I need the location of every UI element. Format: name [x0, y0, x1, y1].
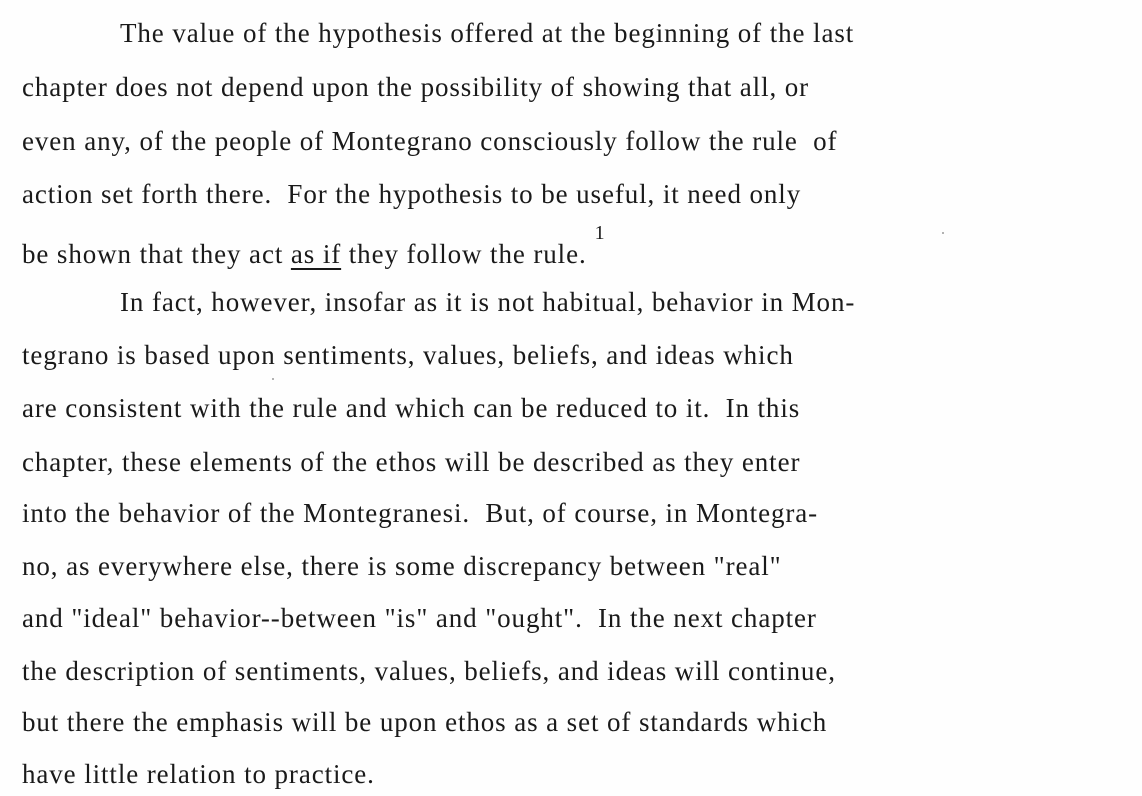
scan-speck — [942, 232, 944, 234]
paragraph-2-line-2: tegrano is based upon sentiments, values, beliefs, and ideas which — [22, 340, 794, 370]
paragraph-1-line-1: The value of the hypothesis offered at the beginning of the last — [120, 18, 855, 48]
paragraph-1-line-3: even any, of the people of Montegrano consciously follow the rule of — [22, 126, 838, 156]
paragraph-2-line-5: into the behavior of the Montegranesi. But, of course, in Montegra- — [22, 498, 819, 528]
paragraph-1-line-2: chapter does not depend upon the possibility of showing that all, or — [22, 72, 810, 102]
paragraph-1-line-5 — [22, 222, 606, 269]
paragraph-2-line-7: and "ideal" behavior--between "is" and "ought". In the next chapter — [22, 603, 817, 633]
underlined-emphasis: as if — [290, 239, 342, 269]
paragraph-2-line-1: In fact, however, insofar as it is not habitual, behavior in Mon- — [120, 287, 856, 317]
paragraph-2-line-3: are consistent with the rule and which can be reduced to it. In this — [22, 393, 801, 423]
scan-speck — [272, 378, 274, 380]
line-text-before-emphasis: be shown that they act — [22, 239, 291, 269]
line-text-after-emphasis: they follow the rule. — [341, 239, 587, 269]
paragraph-2-line-8: the description of sentiments, values, beliefs, and ideas will continue, — [22, 656, 836, 686]
paragraph-2-line-10: have little relation to practice. — [22, 759, 375, 789]
footnote-reference: 1 — [594, 222, 606, 244]
paragraph-2-line-9: but there the emphasis will be upon ethos as a set of standards which — [22, 707, 828, 737]
paragraph-2-line-6: no, as everywhere else, there is some discrepancy between "real" — [22, 551, 782, 581]
paragraph-2-line-4: chapter, these elements of the ethos will be described as they enter — [22, 447, 801, 477]
paragraph-1-line-4: action set forth there. For the hypothesis to be useful, it need only — [22, 179, 802, 209]
